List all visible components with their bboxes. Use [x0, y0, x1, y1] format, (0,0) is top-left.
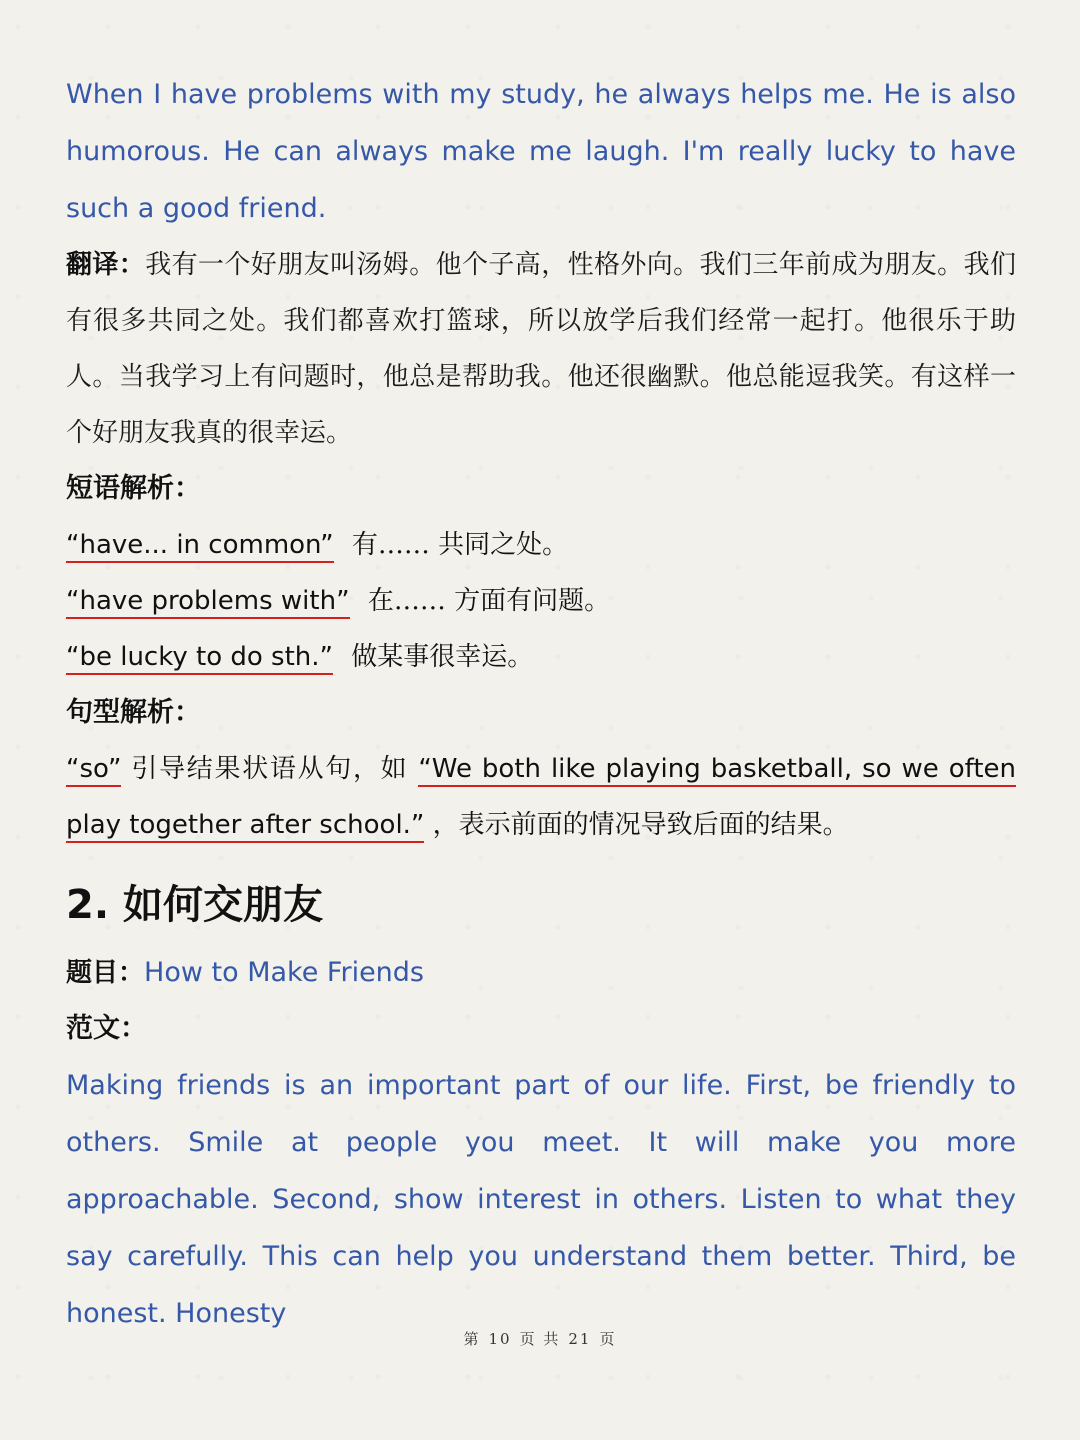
- document-page: [66, 0, 1016, 1342]
- essay-1-tail: When I have problems with my study, he always helps me. He is also humorous. He can always make me laugh. I'm really lucky to have such a good friend.: [66, 79, 1016, 224]
- sentence-middle: 引导结果状语从句，如: [121, 754, 419, 784]
- section-heading: 2. 如何交朋友: [66, 882, 323, 928]
- phrase-term: “have... in common”: [66, 530, 334, 563]
- sentence-analysis: [66, 741, 1016, 853]
- phrase-term: “have problems with”: [66, 586, 350, 619]
- sentence-tail: ，表示前面的情况导致后面的结果。: [424, 810, 849, 840]
- sentence-keyword: “so”: [66, 754, 121, 787]
- footer-page-number: 10: [488, 1330, 512, 1348]
- phrase-item: [66, 517, 1016, 573]
- footer-total-pages: 21: [568, 1330, 592, 1348]
- title-label: 题目：: [66, 958, 145, 988]
- phrase-item: [66, 629, 1016, 685]
- essay-title: How to Make Friends: [144, 957, 424, 988]
- phrase-meaning: 做某事很幸运。: [351, 642, 534, 672]
- footer-prefix: 第: [463, 1330, 481, 1348]
- phrases-label: 短语解析：: [66, 473, 201, 504]
- translation-text: 我有一个好朋友叫汤姆。他个子高，性格外向。我们三年前成为朋友。我们有很多共同之处。我们都喜欢打篮球，所以放学后我们经常一起打。他很乐于助人。当我学习上有问题时，他总是帮助我。他还很幽默。他总能逗我笑。有这样一个好朋友我真的很幸运。: [66, 250, 1016, 448]
- page-footer: [0, 1328, 1080, 1349]
- sentence-example: “We both like playing basketball, so we often play together after school.”: [66, 754, 1016, 843]
- translation-label: 翻译：: [66, 250, 146, 280]
- footer-middle: 页 共: [519, 1330, 561, 1348]
- phrase-meaning: 有…… 共同之处。: [351, 530, 569, 560]
- sentence-label: 句型解析：: [66, 697, 201, 728]
- footer-suffix: 页: [599, 1330, 617, 1348]
- phrase-meaning: 在…… 方面有问题。: [367, 586, 611, 616]
- title-row: [66, 945, 1016, 1001]
- translation-block: [66, 237, 1016, 461]
- phrase-term: “be lucky to do sth.”: [66, 642, 333, 675]
- phrase-item: [66, 573, 1016, 629]
- essay-label: 范文：: [66, 1013, 147, 1044]
- essay-2: Making friends is an important part of our life. First, be friendly to others. Smile at people you meet. It will make you more approachable. Second, show interest in others. Listen to what they say carefully. This can help you understand them better. Third, be honest. Honesty: [66, 1070, 1016, 1329]
